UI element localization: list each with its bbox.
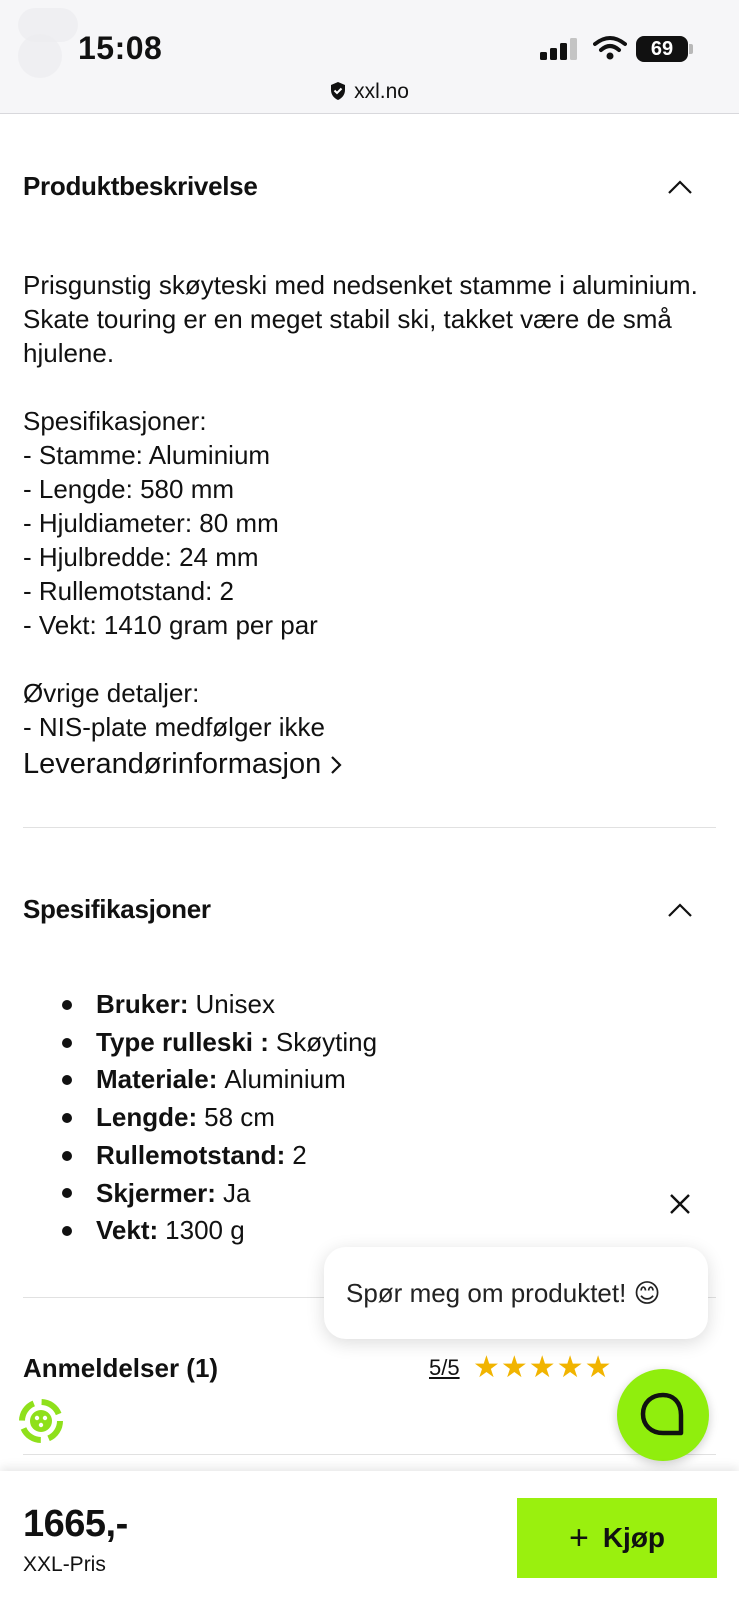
section-title: Spesifikasjoner — [23, 894, 211, 924]
chat-bubble-icon — [637, 1389, 689, 1441]
description-line: - Lengde: 580 mm — [23, 474, 235, 504]
bullet — [62, 1151, 72, 1161]
spec-label: Materiale: — [96, 1064, 218, 1095]
buy-button[interactable] — [517, 1498, 717, 1578]
wifi-icon — [593, 35, 627, 61]
spec-value: Aluminium — [224, 1064, 346, 1095]
list-item — [62, 1099, 377, 1137]
spec-label: Rullemotstand: — [96, 1139, 286, 1170]
status-time: 15:08 — [78, 30, 163, 66]
status-bar — [0, 0, 739, 114]
spec-label: Type rulleski : — [96, 1026, 269, 1057]
bullet — [62, 1038, 72, 1048]
price: 1665,- — [23, 1503, 128, 1545]
divider — [23, 1454, 716, 1455]
spec-label: Vekt: — [96, 1215, 159, 1246]
divider — [23, 827, 716, 828]
description-line: - Hjuldiameter: 80 mm — [23, 508, 279, 538]
chevron-up-icon[interactable] — [667, 902, 693, 918]
buy-button-label: Kjøp — [602, 1522, 666, 1553]
address-bar[interactable] — [0, 80, 739, 104]
spec-label: Skjermer: — [96, 1177, 216, 1208]
description-line: - NIS-plate medfølger ikke — [23, 712, 325, 742]
specifications-list — [62, 986, 377, 1250]
description-line: - Stamme: Aluminium — [23, 440, 271, 470]
supplier-info-link[interactable] — [23, 748, 343, 781]
price-label: XXL-Pris — [23, 1553, 106, 1576]
bullet — [62, 1226, 72, 1236]
background-blur — [18, 34, 62, 78]
description-spec-heading: Spesifikasjoner: — [23, 406, 207, 436]
product-description-text — [23, 268, 703, 744]
plus-icon: + — [568, 1518, 589, 1557]
reviews-title: Anmeldelser (1) — [23, 1353, 219, 1383]
spec-value: Skøyting — [275, 1026, 378, 1057]
chat-button[interactable] — [617, 1369, 709, 1461]
chevron-up-icon[interactable] — [667, 179, 693, 195]
chat-prompt-text: Spør meg om produktet! 😊 — [346, 1278, 661, 1308]
section-title: Produktbeskrivelse — [23, 171, 258, 201]
description-intro: Prisgunstig skøyteski med nedsenket stamme i aluminium. Skate touring er en meget stabil ski, takket være de små hjulene. — [23, 270, 698, 368]
bullet — [62, 1188, 72, 1198]
description-other-heading: Øvrige detaljer: — [23, 678, 200, 708]
spec-value: 1300 g — [165, 1215, 245, 1246]
list-item — [62, 1212, 377, 1250]
bullet — [62, 1075, 72, 1085]
purchase-bar — [0, 1471, 739, 1600]
specifications-header[interactable] — [23, 894, 693, 925]
shield-icon — [330, 82, 346, 100]
list-item — [62, 1175, 377, 1213]
url-text: xxl.no — [354, 80, 409, 103]
product-description-header[interactable] — [23, 171, 693, 202]
spec-value: Unisex — [195, 989, 275, 1019]
bullet — [62, 1113, 72, 1123]
spec-label: Bruker: — [96, 989, 189, 1019]
battery-tip — [689, 44, 693, 54]
list-item — [62, 986, 377, 1024]
list-item — [62, 1024, 377, 1062]
star-rating: ★★★★★ — [473, 1351, 613, 1384]
description-line: - Hjulbredde: 24 mm — [23, 542, 259, 572]
battery-indicator: 69 — [636, 36, 688, 62]
description-line: - Vekt: 1410 gram per par — [23, 610, 318, 640]
supplier-info-label: Leverandørinformasjon — [23, 748, 322, 780]
spec-value: 58 cm — [204, 1102, 275, 1133]
list-item — [62, 1137, 377, 1175]
chevron-right-icon — [329, 754, 343, 776]
list-item — [62, 1061, 377, 1099]
cellular-signal-icon — [540, 38, 580, 62]
spec-value: Ja — [222, 1177, 251, 1208]
close-icon[interactable] — [668, 1192, 692, 1216]
description-line: - Rullemotstand: 2 — [23, 576, 234, 606]
chat-prompt-bubble[interactable] — [324, 1247, 708, 1339]
spec-label: Lengde: — [96, 1102, 198, 1133]
spec-value: 2 — [292, 1139, 307, 1170]
bullet — [62, 1000, 72, 1010]
rating-link[interactable]: 5/5 — [429, 1355, 460, 1380]
recycle-badge-icon[interactable] — [14, 1394, 68, 1448]
